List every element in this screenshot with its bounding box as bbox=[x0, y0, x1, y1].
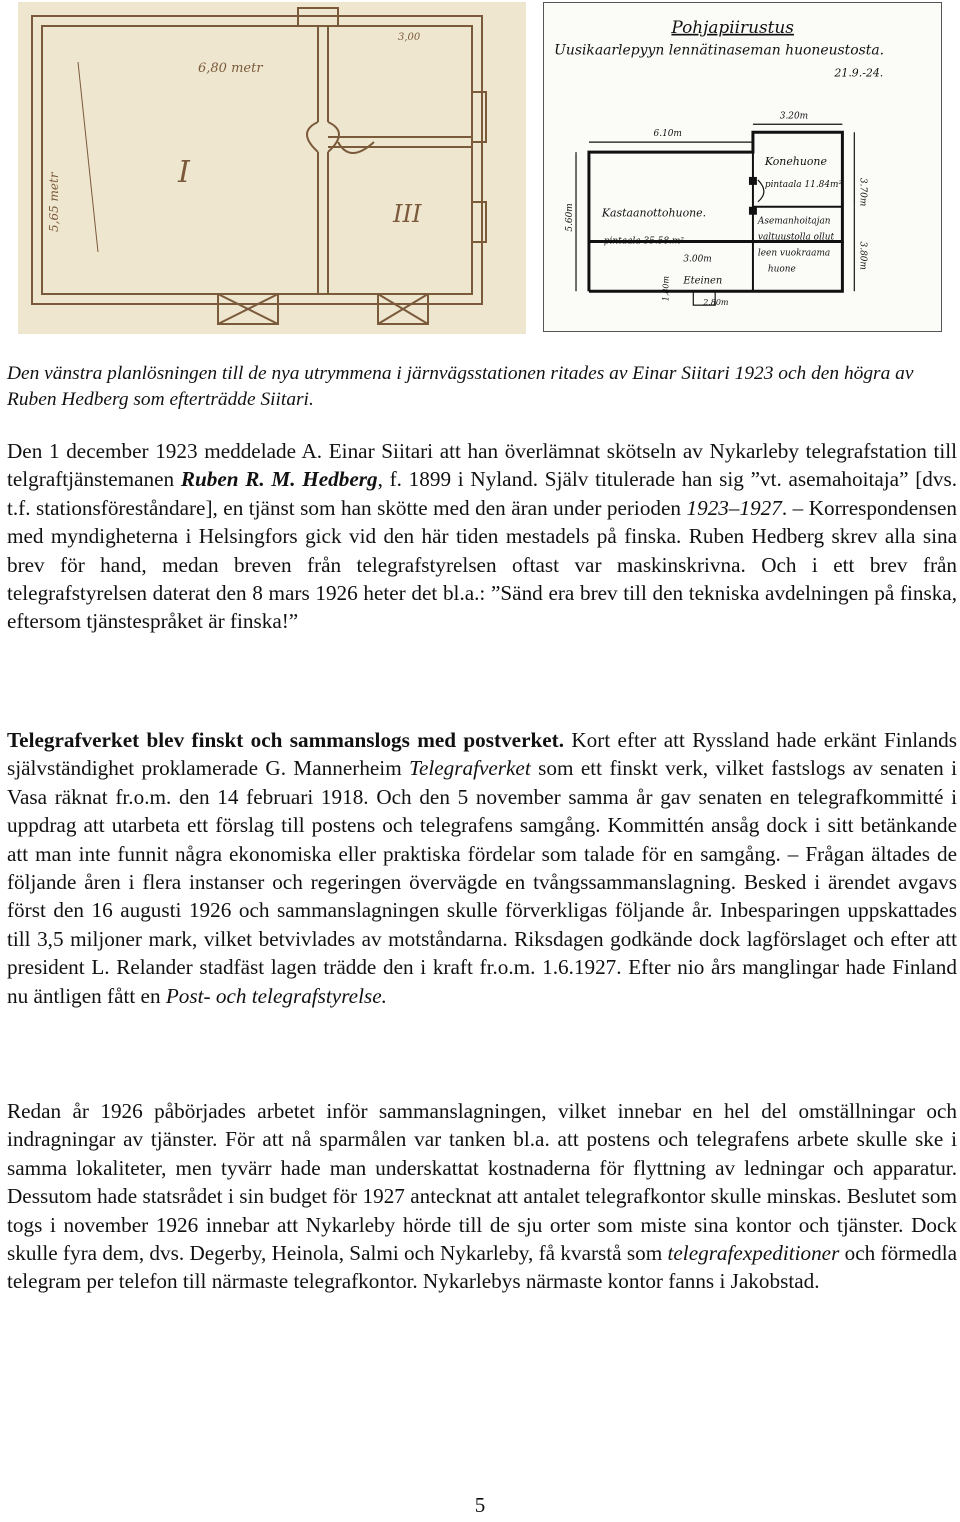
p2-text-1: Kort efter att Ryssland hade erkänt Finlands självständighet proklamerade G. Mannerheim bbox=[7, 728, 958, 781]
floor-plan-right-drawing bbox=[544, 3, 941, 331]
floor-plan-left bbox=[18, 2, 526, 334]
right-plan-office-1: Asemanhoitajan bbox=[757, 216, 831, 227]
right-plan-dim-bottom-right: 2.80m bbox=[703, 298, 729, 308]
right-plan-subtitle: Uusikaarlepyyn lennätinaseman huoneustosta. bbox=[554, 42, 885, 59]
paragraph-telegrafverket bbox=[7, 726, 957, 1010]
page-number: 5 bbox=[474, 1493, 486, 1517]
right-plan-dim-bottom-left: 1.80m bbox=[661, 275, 671, 302]
right-plan-room-main: Kastaanottohuone. bbox=[601, 206, 707, 220]
floor-plan-left-drawing bbox=[18, 2, 526, 334]
right-plan-office-4: huone bbox=[767, 264, 796, 275]
p1-text-3: . – Korrespondensen med myndigheterna i Helsingfors gick vid den här tiden mestadels på finska. Ruben Hedberg skrev alla sina brev för hand, medan breven från telegrafstyrelsen oftast var maskinskrivna. Och i ett brev från telegrafstyrelsen daterat den 8 mars 1926 heter det bl.a.: ”Sänd era brev till den tekniska avdelningen på finska, eftersom tjänstespråket är finska!” bbox=[7, 495, 957, 634]
right-plan-title: Pohjapiirustus bbox=[671, 16, 794, 37]
paragraph-hedberg bbox=[7, 437, 957, 636]
left-plan-small-dim: 3,00 bbox=[398, 32, 421, 43]
p2-text-2: som ett finskt verk, vilket fastslogs av senaten i Vasa räknat fr.o.m. den 14 februari 1918. Och den 5 november samma år gav senaten en telegrafkommitté i uppdrag att utarbeta ett förslag till postens och telegrafens samgång. Kommittén ansåg dock i sitt betänkande att man inte funnit några ekonomiska eller praktiska fördelar som talade för en samgång. – Frågan ältades de följande åren i flera instanser och regeringen övervägde en tvångssammanslagning. Besked i ärendet avgavs först den 16 augusti 1926 och sammanslagningen skulle förverkligas följande år. Inbesparingen uppskattades till 3,5 miljoner mark, vilket betvivlades av motståndarna. Riksdagen godkände dock lagförslaget och efter att president L. Relander stadfäst lagen trädde den i kraft fr.o.m. 1.6.1927. Efter nio års manglingar hade Finland nu äntligen fått en bbox=[7, 756, 957, 1008]
floor-plan-right bbox=[543, 2, 942, 332]
right-plan-dim-mid: 3.00m bbox=[683, 254, 712, 265]
right-plan-area-small: pintaala 11.84m² bbox=[764, 179, 843, 190]
right-plan-dim-right-top: 3.70m bbox=[857, 177, 868, 207]
right-plan-date: 21.9.-24. bbox=[834, 66, 884, 80]
p1-text-2: , f. 1899 i Nyland. Själv titulerade han sig ”vt. asemahoitaja” [dvs. t.f. stationsföreståndare], en tjänst som han skötte med den äran under perioden bbox=[7, 467, 958, 520]
p2-heading: Telegrafverket blev finskt och sammanslogs med postverket. bbox=[7, 728, 565, 752]
p3-term: telegrafexpeditioner bbox=[667, 1241, 840, 1266]
p3-text-1: Redan år 1926 påbörjades arbetet inför sammanslagningen, vilket innebar en hel del omställningar och indragningar av tjänster. För att nå sparmålen var tanken bl.a. att postens och telegrafens arbete skulle ske i samma lokaliteter, men tyvärr hade man underskattat kostnaderna för flyttning av ledningar och apparatur. Dessutom hade statsrådet i sin budget för 1927 antecknat att antalet telegrafkontor skulle minskas. Beslutet som togs i november 1926 innebar att Nykarleby hörde till de sju orter som miste sina kontor och tjänster. Dock skulle fyra dem, dvs. Degerby, Heinola, Salmi och Nykarleby, få kvarstå som bbox=[7, 1099, 957, 1266]
right-plan-dim-right: 3.80m bbox=[857, 241, 868, 270]
left-plan-side-dim: 5,65 metr bbox=[47, 172, 61, 232]
right-plan-dim-left-top: 6.10m bbox=[653, 129, 682, 140]
right-plan-dim-left: 5.60m bbox=[565, 203, 576, 232]
left-plan-room-3: III bbox=[393, 200, 422, 228]
right-plan-office-2: valtuustolla ollut bbox=[757, 232, 835, 243]
right-plan-area-main: pintaala 35.58.m² bbox=[603, 236, 684, 247]
right-plan-office-3: leen vuokraama bbox=[757, 248, 831, 259]
left-plan-top-dim: 6,80 metr bbox=[198, 61, 263, 76]
p1-period: 1923–1927 bbox=[686, 495, 782, 520]
right-plan-room-small: Konehuone bbox=[764, 155, 827, 169]
right-plan-hall: Eteinen bbox=[683, 275, 723, 287]
figures-row bbox=[0, 0, 960, 340]
p2-term: Telegrafverket bbox=[409, 756, 531, 781]
left-plan-room-1: I bbox=[178, 155, 190, 190]
p1-text-1: Den 1 december 1923 meddelade A. Einar Siitari att han överlämnat skötseln av Nykarleby telegrafstation till telgraftjänstemanen bbox=[7, 439, 957, 492]
p2-term-2: Post- och telegrafstyrelse. bbox=[165, 983, 387, 1008]
paragraph-sammanslagning bbox=[7, 1097, 957, 1296]
right-plan-dim-top: 3.20m bbox=[779, 111, 809, 122]
p3-text-2: och förmedla telegram per telefon till närmaste telegrafkontor. Nykarlebys närmaste kontor fanns i Jakobstad. bbox=[7, 1241, 957, 1294]
figure-caption: Den vänstra planlösningen till de nya utrymmena i järnvägsstationen ritades av Einar Siitari 1923 och den högra av Ruben Hedberg som efterträdde Siitari. bbox=[7, 363, 914, 410]
p1-name: Ruben R. M. Hedberg bbox=[180, 467, 378, 492]
